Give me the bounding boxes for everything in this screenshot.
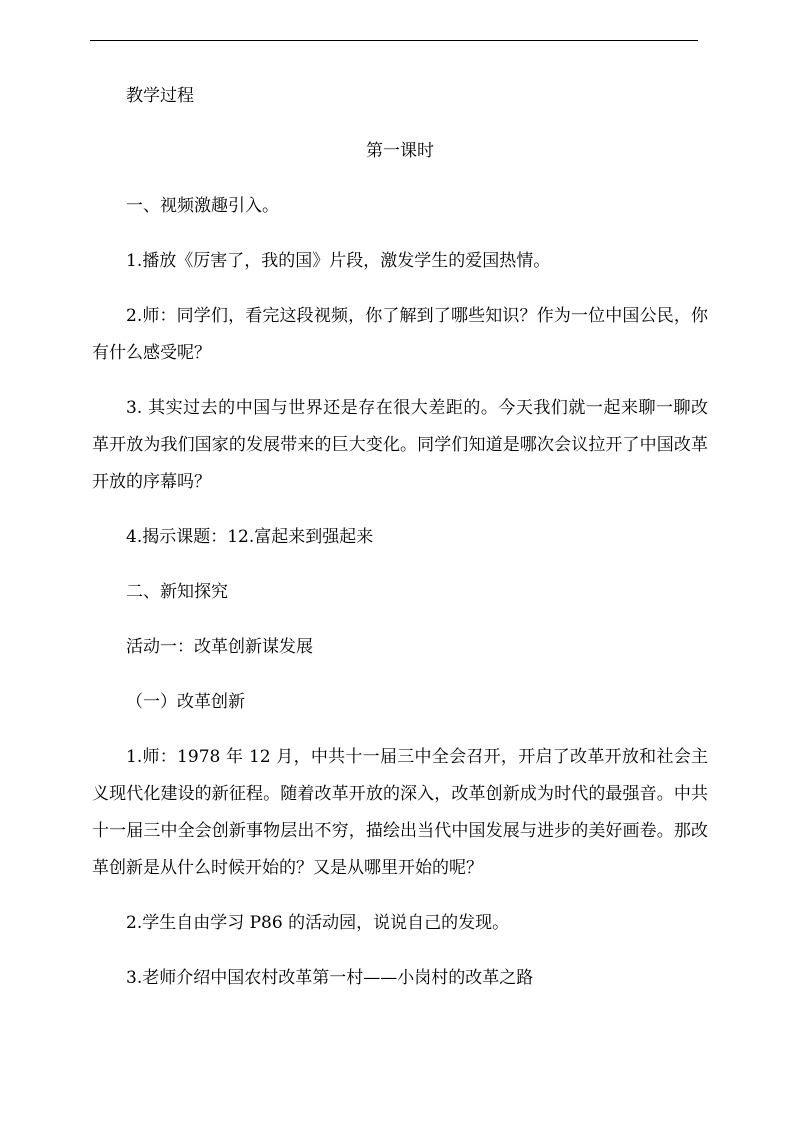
- paragraph: 3.老师介绍中国农村改革第一村——小岗村的改革之路: [126, 968, 534, 988]
- paragraph: 4.揭示课题：12.富起来到强起来: [126, 527, 374, 547]
- document-body: [92, 78, 708, 1015]
- lesson-title: 第一课时: [366, 141, 434, 161]
- paragraph: 一、视频激趣引入。: [126, 196, 279, 216]
- paragraph: 活动一：改革创新谋发展: [126, 637, 313, 657]
- section-heading: 教学过程: [126, 86, 194, 106]
- paragraph: 二、新知探究: [126, 582, 228, 602]
- paragraph: 3. 其实过去的中国与世界还是存在很大差距的。今天我们就一起来聊一聊改革开放为我们国家的发展带来的巨大变化。同学们知道是哪次会议拉开了中国改革开放的序幕吗？: [92, 398, 708, 492]
- paragraph: 1.播放《厉害了，我的国》片段，激发学生的爱国热情。: [126, 251, 551, 271]
- paragraph: 1.师：1978 年 12 月，中共十一届三中全会召开，开启了改革开放和社会主义现代化建设的新征程。随着改革开放的深入，改革创新成为时代的最强音。中共十一届三中全会创新事物层出不穷，描绘出当代中国发展与进步的美好画卷。那改革创新是从什么时候开始的？又是从哪里开始的呢？: [92, 747, 708, 878]
- header-rule: [90, 40, 698, 41]
- paragraph: （一）改革创新: [126, 692, 245, 712]
- paragraph: 2.师：同学们，看完这段视频，你了解到了哪些知识？作为一位中国公民，你有什么感受呢？: [92, 306, 708, 363]
- paragraph: 2.学生自由学习 P86 的活动园，说说自己的发现。: [126, 913, 510, 933]
